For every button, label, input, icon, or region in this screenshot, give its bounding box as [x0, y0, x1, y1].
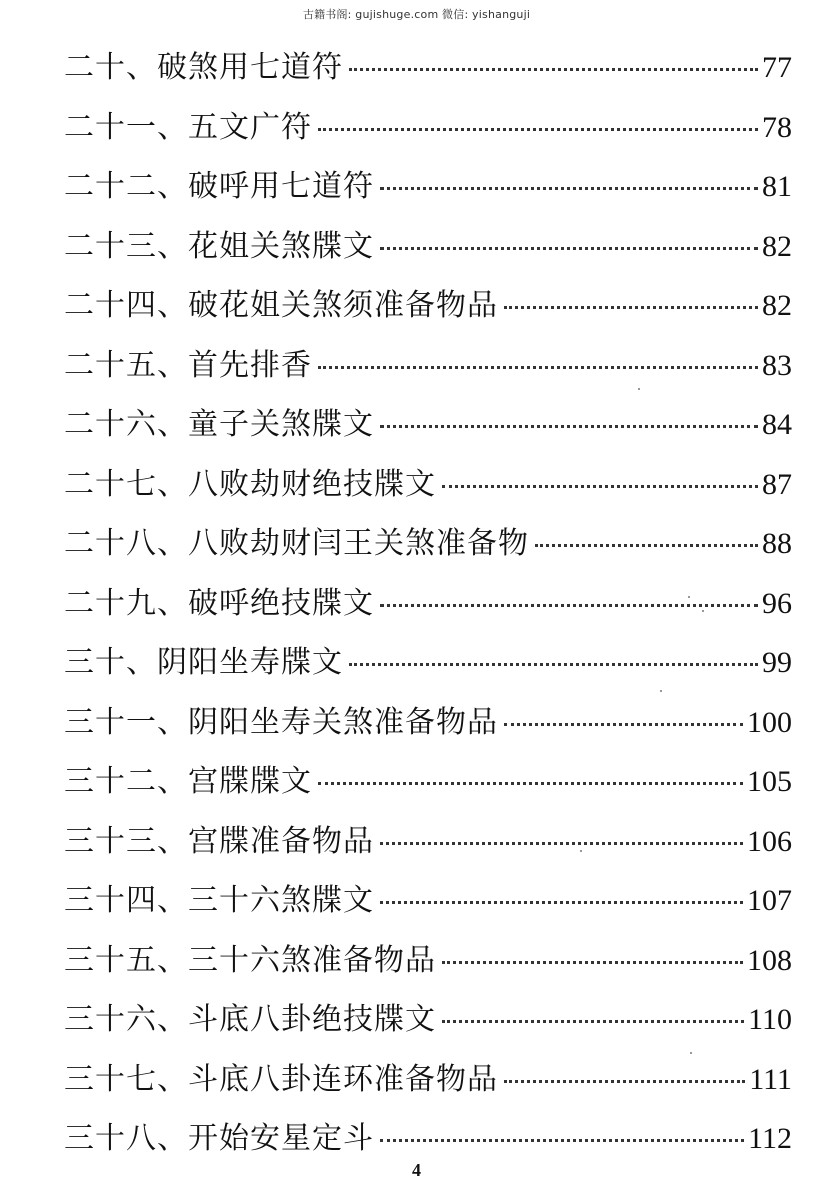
toc-entry-page: 84	[762, 408, 792, 441]
toc-entry-page: 82	[762, 289, 792, 322]
toc-entry	[64, 1050, 792, 1110]
dot-leader	[380, 217, 758, 250]
toc-entry	[64, 336, 792, 396]
dot-leader	[442, 455, 758, 488]
toc-entry-page: 110	[748, 1003, 792, 1036]
dot-leader	[318, 98, 758, 131]
toc-entry-page: 82	[762, 229, 792, 263]
toc-entry	[64, 693, 792, 753]
toc-entry	[64, 157, 792, 217]
toc-entry	[64, 871, 792, 931]
toc-entry-page: 106	[747, 824, 792, 858]
toc-entry	[64, 990, 792, 1050]
toc-entry-page: 78	[762, 110, 792, 144]
toc-entry	[64, 752, 792, 812]
toc-entry-page: 99	[762, 646, 792, 679]
dot-leader	[349, 38, 758, 71]
scan-speck	[688, 596, 690, 598]
toc-entry-title: 二十四、破花姐关煞须准备物品	[64, 288, 498, 323]
toc-entry-page: 83	[762, 348, 792, 382]
toc-entry	[64, 931, 792, 991]
scan-speck	[580, 850, 582, 852]
toc-entry-title: 三十八、开始安星定斗	[64, 1121, 374, 1156]
scan-speck	[660, 690, 662, 692]
dot-leader	[442, 990, 744, 1023]
toc-entry	[64, 38, 792, 98]
dot-leader	[380, 574, 758, 607]
toc-entry-title: 三十六、斗底八卦绝技牒文	[64, 1002, 436, 1037]
toc-entry	[64, 395, 792, 455]
dot-leader	[380, 812, 743, 845]
toc-entry-title: 二十、破煞用七道符	[64, 50, 343, 85]
dot-leader	[442, 931, 743, 964]
dot-leader	[504, 276, 758, 309]
page-number: 4	[412, 1160, 421, 1180]
toc-entry-page: 87	[762, 467, 792, 501]
toc-entry-page: 81	[762, 170, 792, 203]
toc-entry	[64, 812, 792, 872]
toc-entry	[64, 633, 792, 693]
scan-speck	[702, 610, 704, 612]
toc-entry-title: 二十一、五文广符	[64, 109, 312, 145]
watermark-header: 古籍书阁: gujishuge.com 微信: yishanguji	[302, 8, 531, 21]
toc-entry-title: 二十九、破呼绝技牒文	[64, 585, 374, 621]
table-of-contents	[64, 38, 792, 1169]
toc-entry-title: 二十三、花姐关煞牒文	[64, 228, 374, 264]
toc-entry-title: 三十四、三十六煞牒文	[64, 883, 374, 918]
toc-entry-title: 三十二、宫牒牒文	[64, 764, 312, 799]
dot-leader	[318, 752, 743, 785]
dot-leader	[380, 1109, 744, 1142]
dot-leader	[380, 871, 743, 904]
toc-entry-page: 100	[747, 705, 792, 739]
toc-entry-page: 112	[748, 1122, 792, 1155]
toc-entry-title: 三十一、阴阳坐寿关煞准备物品	[64, 704, 498, 740]
toc-entry-title: 三十、阴阳坐寿牒文	[64, 645, 343, 680]
toc-entry-title: 二十五、首先排香	[64, 347, 312, 383]
toc-entry-page: 88	[762, 527, 792, 560]
dot-leader	[504, 1050, 745, 1083]
toc-entry-title: 三十三、宫牒准备物品	[64, 823, 374, 859]
toc-entry	[64, 217, 792, 277]
toc-entry-page: 108	[747, 943, 792, 977]
dot-leader	[349, 633, 758, 666]
toc-entry	[64, 276, 792, 336]
dot-leader	[535, 514, 758, 547]
toc-entry-title: 二十六、童子关煞牒文	[64, 407, 374, 442]
toc-entry-title: 二十八、八败劫财闫王关煞准备物	[64, 526, 529, 561]
toc-entry-title: 二十七、八败劫财绝技牒文	[64, 466, 436, 502]
dot-leader	[318, 336, 758, 369]
dot-leader	[380, 157, 758, 190]
toc-entry-title: 三十七、斗底八卦连环准备物品	[64, 1061, 498, 1097]
dot-leader	[504, 693, 743, 726]
scan-speck	[690, 1052, 692, 1054]
dot-leader	[380, 395, 758, 428]
toc-entry	[64, 98, 792, 158]
toc-entry-title: 三十五、三十六煞准备物品	[64, 942, 436, 978]
toc-entry-page: 105	[747, 765, 792, 798]
toc-entry	[64, 514, 792, 574]
toc-entry-page: 77	[762, 51, 792, 84]
toc-entry-page: 96	[762, 586, 792, 620]
toc-entry-title: 二十二、破呼用七道符	[64, 169, 374, 204]
toc-entry	[64, 574, 792, 634]
scan-speck	[638, 388, 640, 390]
toc-entry-page: 111	[749, 1062, 792, 1096]
toc-entry	[64, 455, 792, 515]
toc-entry-page: 107	[747, 884, 792, 917]
